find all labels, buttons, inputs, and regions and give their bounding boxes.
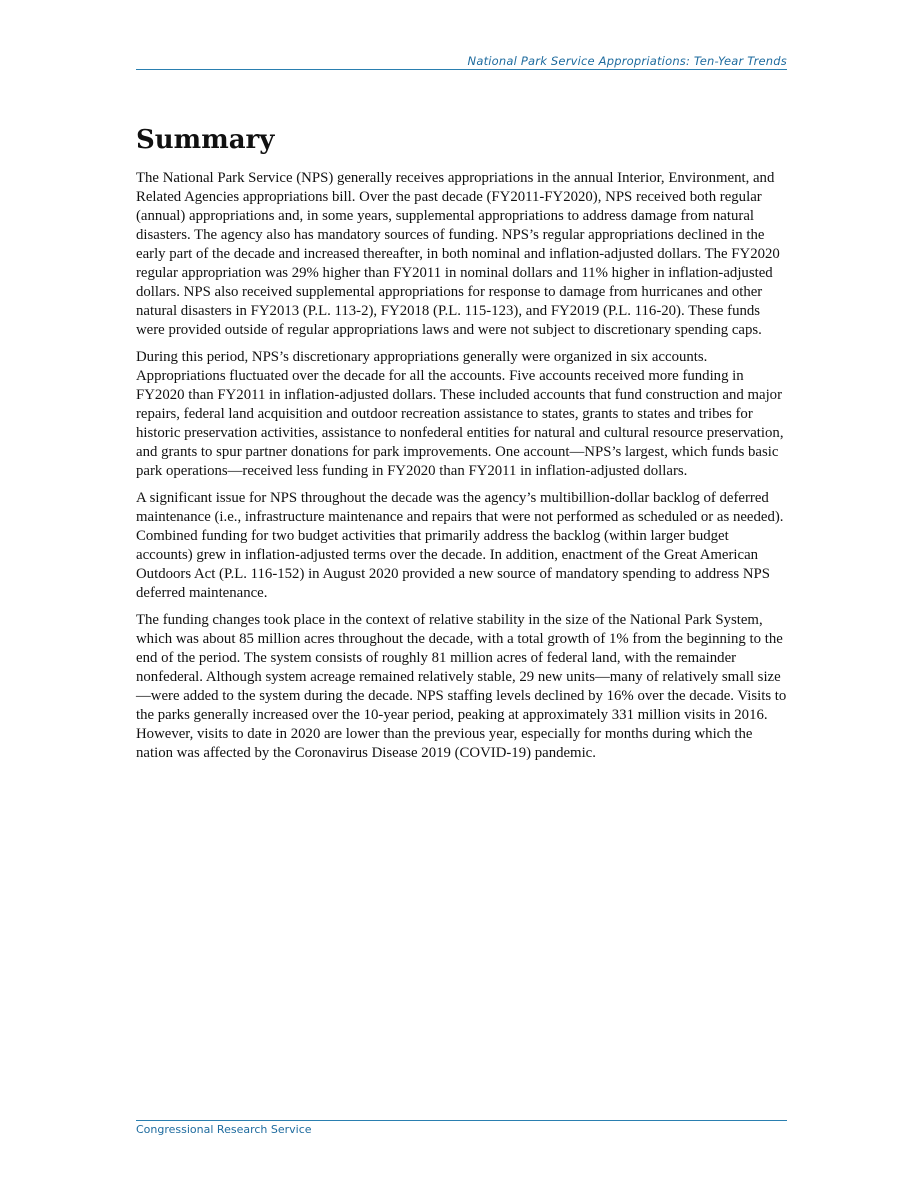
running-header: National Park Service Appropriations: Ten-Year Trends [467,54,787,68]
summary-body [136,169,787,771]
summary-paragraph-2: During this period, NPS’s discretionary appropriations generally were organized in six accounts. Appropriations fluctuated over the decade for all the accounts. Five accounts received more funding in FY2020 than FY2011 in inflation-adjusted dollars. These included accounts that fund construction and major repairs, federal land acquisition and outdoor recreation assistance to states, grants to states and tribes for historic preservation activities, assistance to nonfederal entities for natural and cultural resource preservation, and grants to spur partner donations for park improvements. One account—NPS’s largest, which funds basic park operations—received less funding in FY2020 than FY2011 in inflation-adjusted dollars. [136,349,784,479]
summary-paragraph-1: The National Park Service (NPS) generally receives appropriations in the annual Interior, Environment, and Related Agencies appropriations bill. Over the past decade (FY2011-FY2020), NPS received both regular (annual) appropriations and, in some years, supplemental appropriations to address damage from natural disasters. The agency also has mandatory sources of funding. NPS’s regular appropriations declined in the early part of the decade and increased thereafter, in both nominal and inflation-adjusted dollars. The FY2020 regular appropriation was 29% higher than FY2011 in nominal dollars and 11% higher in inflation-adjusted dollars. NPS also received supplemental appropriations for response to damage from hurricanes and other natural disasters in FY2013 (P.L. 113-2), FY2018 (P.L. 115-123), and FY2019 (P.L. 116-20). These funds were provided outside of regular appropriations laws and were not subject to discretionary spending caps. [136,170,780,338]
summary-paragraph-4: The funding changes took place in the context of relative stability in the size of the National Park System, which was about 85 million acres throughout the decade, with a total growth of 1% from the beginning to the end of the period. The system consists of roughly 81 million acres of federal land, with the remainder nonfederal. Although system acreage remained relatively stable, 29 new units—many of relatively small size—were added to the system during the decade. NPS staffing levels declined by 16% over the decade. Visits to the parks generally increased over the 10-year period, peaking at approximately 331 million visits in 2016. However, visits to date in 2020 are lower than the previous year, especially for months during which the nation was affected by the Coronavirus Disease 2019 (COVID-19) pandemic. [136,612,787,761]
footer-divider [136,1120,787,1121]
summary-paragraph-3: A significant issue for NPS throughout the decade was the agency’s multibillion-dollar backlog of deferred maintenance (i.e., infrastructure maintenance and repairs that were not performed as scheduled or as needed). Combined funding for two budget activities that primarily address the backlog (within larger budget accounts) grew in inflation-adjusted terms over the decade. In addition, enactment of the Great American Outdoors Act (P.L. 116-152) in August 2020 provided a new source of mandatory spending to address NPS deferred maintenance. [136,490,784,601]
header-divider [136,69,787,70]
section-title: Summary [136,125,275,155]
footer-organization: Congressional Research Service [136,1123,312,1136]
